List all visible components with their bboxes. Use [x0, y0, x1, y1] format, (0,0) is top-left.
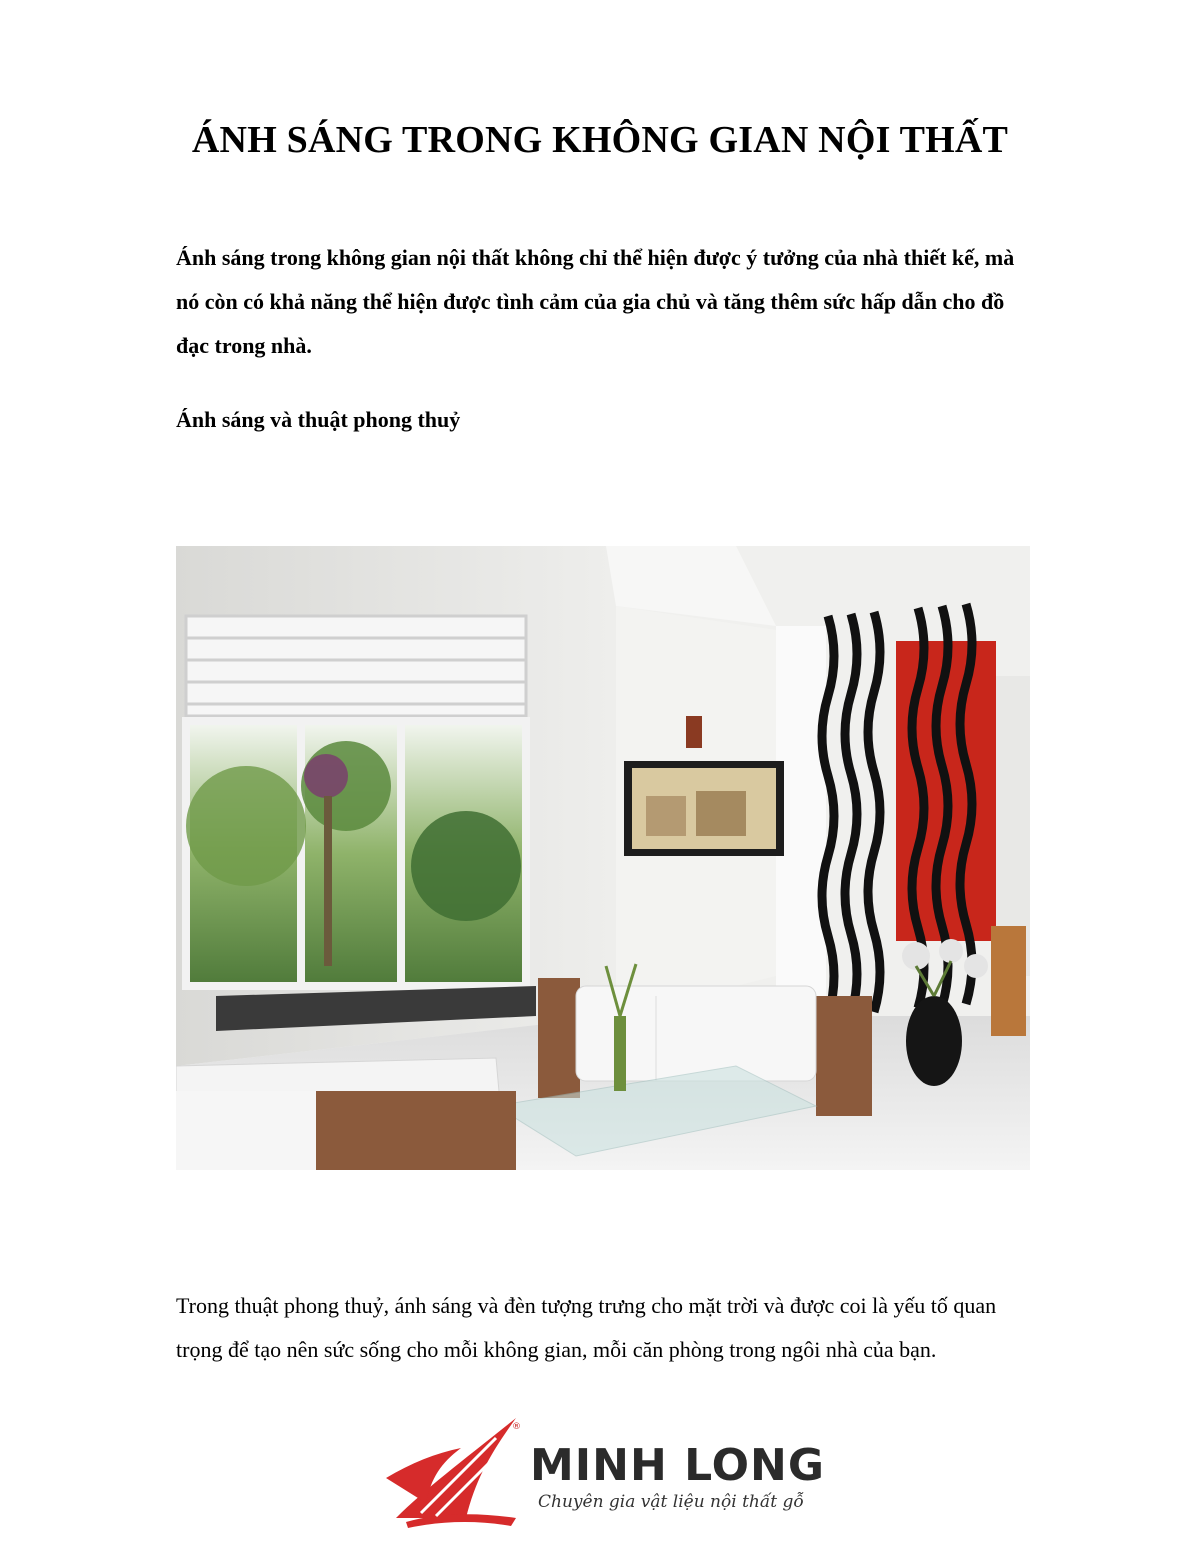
registered-mark: ®	[512, 1422, 521, 1432]
body-paragraph: Trong thuật phong thuỷ, ánh sáng và đèn tượng trưng cho mặt trời và được coi là yếu tố quan trọng để tạo nên sức sống cho mỗi không gian, mỗi căn phòng trong ngôi nhà của bạn.	[176, 1293, 997, 1362]
intro-paragraph: Ánh sáng trong không gian nội thất không chỉ thể hiện được ý tưởng của nhà thiết kế, mà nó còn có khả năng thể hiện được tình cảm của gia chủ và tăng thêm sức hấp dẫn cho đồ đạc trong nhà.	[176, 245, 1015, 358]
minh-long-logo	[386, 1418, 825, 1528]
logo-tagline: Chuyên gia vật liệu nội thất gỗ	[538, 1492, 804, 1512]
living-room-photo	[176, 546, 1030, 1170]
logo-brand-name: MINH LONG	[530, 1440, 825, 1491]
section-heading: Ánh sáng và thuật phong thuỷ	[176, 407, 461, 432]
sail-logo-icon	[386, 1418, 526, 1528]
document-title: ÁNH SÁNG TRONG KHÔNG GIAN NỘI THẤT	[191, 119, 1009, 161]
